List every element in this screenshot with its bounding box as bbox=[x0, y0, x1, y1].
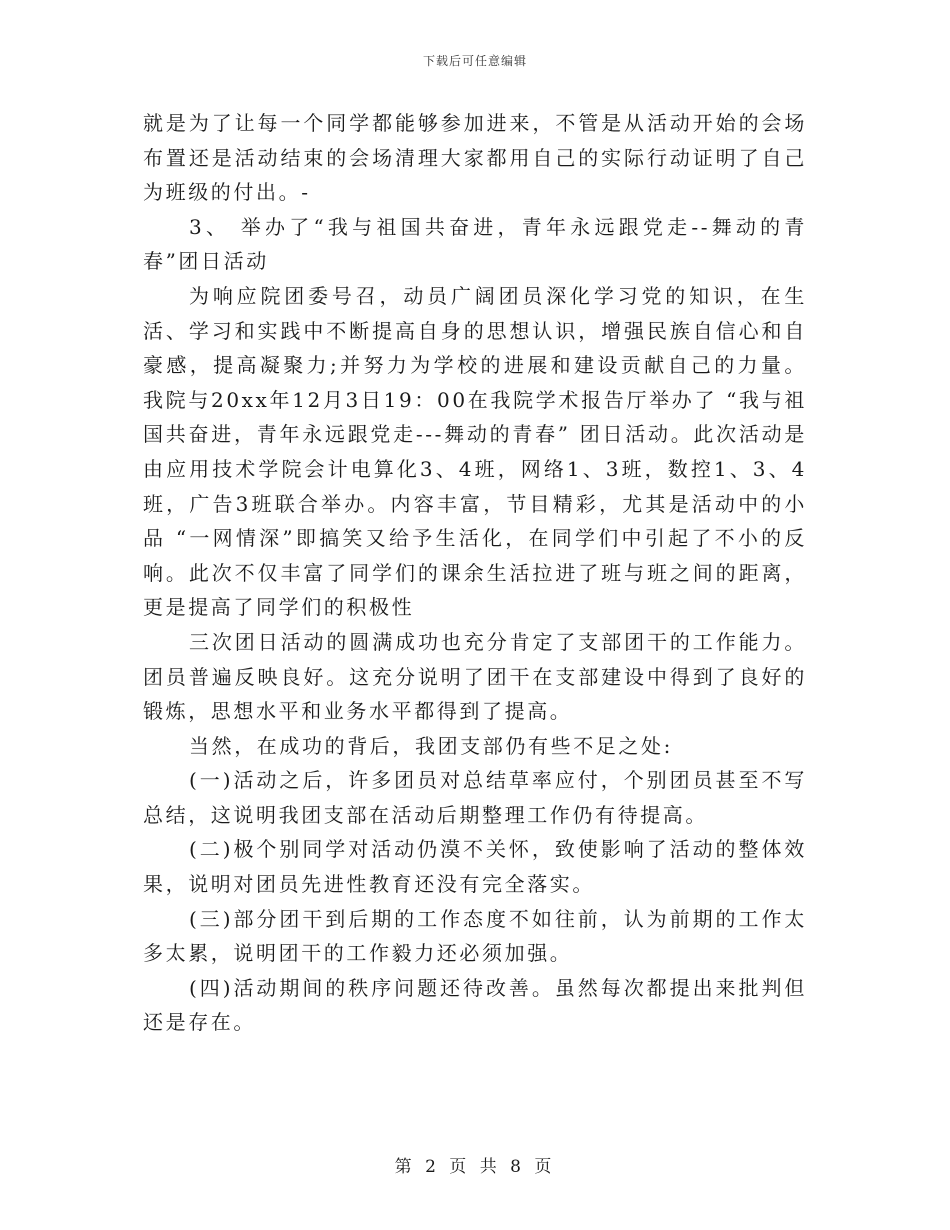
paragraph-activity-3-heading: 3、 举办了“我与祖国共奋进，青年永远跟党走--舞动的青春”团日活动 bbox=[143, 214, 807, 274]
paragraph-shortcoming-4: (四)活动期间的秩序问题还待改善。虽然每次都提出来批判但还是存在。 bbox=[143, 975, 807, 1035]
document-body bbox=[143, 106, 807, 1040]
paragraph-shortcoming-3: (三)部分团干到后期的工作态度不如往前，认为前期的工作太多太累，说明团干的工作毅力还必须加强。 bbox=[143, 906, 807, 966]
paragraph-shortcoming-2: (二)极个别同学对活动仍漠不关怀，致使影响了活动的整体效果，说明对团员先进性教育还没有完全落实。 bbox=[143, 837, 807, 897]
paragraph-summary: 三次团日活动的圆满成功也充分肯定了支部团干的工作能力。团员普遍反映良好。这充分说明了团干在支部建设中得到了良好的锻炼，思想水平和业务水平都得到了提高。 bbox=[143, 629, 807, 724]
page-number-footer: 第 2 页 共 8 页 bbox=[394, 1157, 556, 1177]
paragraph-shortcomings-intro: 当然，在成功的背后，我团支部仍有些不足之处: bbox=[189, 733, 673, 758]
paragraph-activity-3-detail: 为响应院团委号召，动员广阔团员深化学习党的知识，在生活、学习和实践中不断提高自身的思想认识，增强民族自信心和自豪感，提高凝聚力;并努力为学校的进展和建设贡献自己的力量。我院与20xx年12月3日19：00在我院学术报告厅举办了 “我与祖国共奋进，青年永远跟党走---舞动的青春” 团日活动。此次活动是由应用技术学院会计电算化3、4班，网络1、3班，数控1、3、4班，广告3班联合举办。内容丰富，节目精彩，尤其是活动中的小品 “一网情深”即搞笑又给予生活化，在同学们中引起了不小的反响。此次不仅丰富了同学们的课余生活拉进了班与班之间的距离，更是提高了同学们的积极性 bbox=[143, 283, 807, 620]
paragraph-shortcoming-1: (一)活动之后，许多团员对总结草率应付，个别团员甚至不写总结，这说明我团支部在活动后期整理工作仍有待提高。 bbox=[143, 768, 807, 827]
paragraph-continuation: 就是为了让每一个同学都能够参加进来，不管是从活动开始的会场布置还是活动结束的会场清理大家都用自己的实际行动证明了自己为班级的付出。- bbox=[143, 111, 807, 205]
page-header-note: 下载后可任意编辑 bbox=[422, 54, 527, 68]
